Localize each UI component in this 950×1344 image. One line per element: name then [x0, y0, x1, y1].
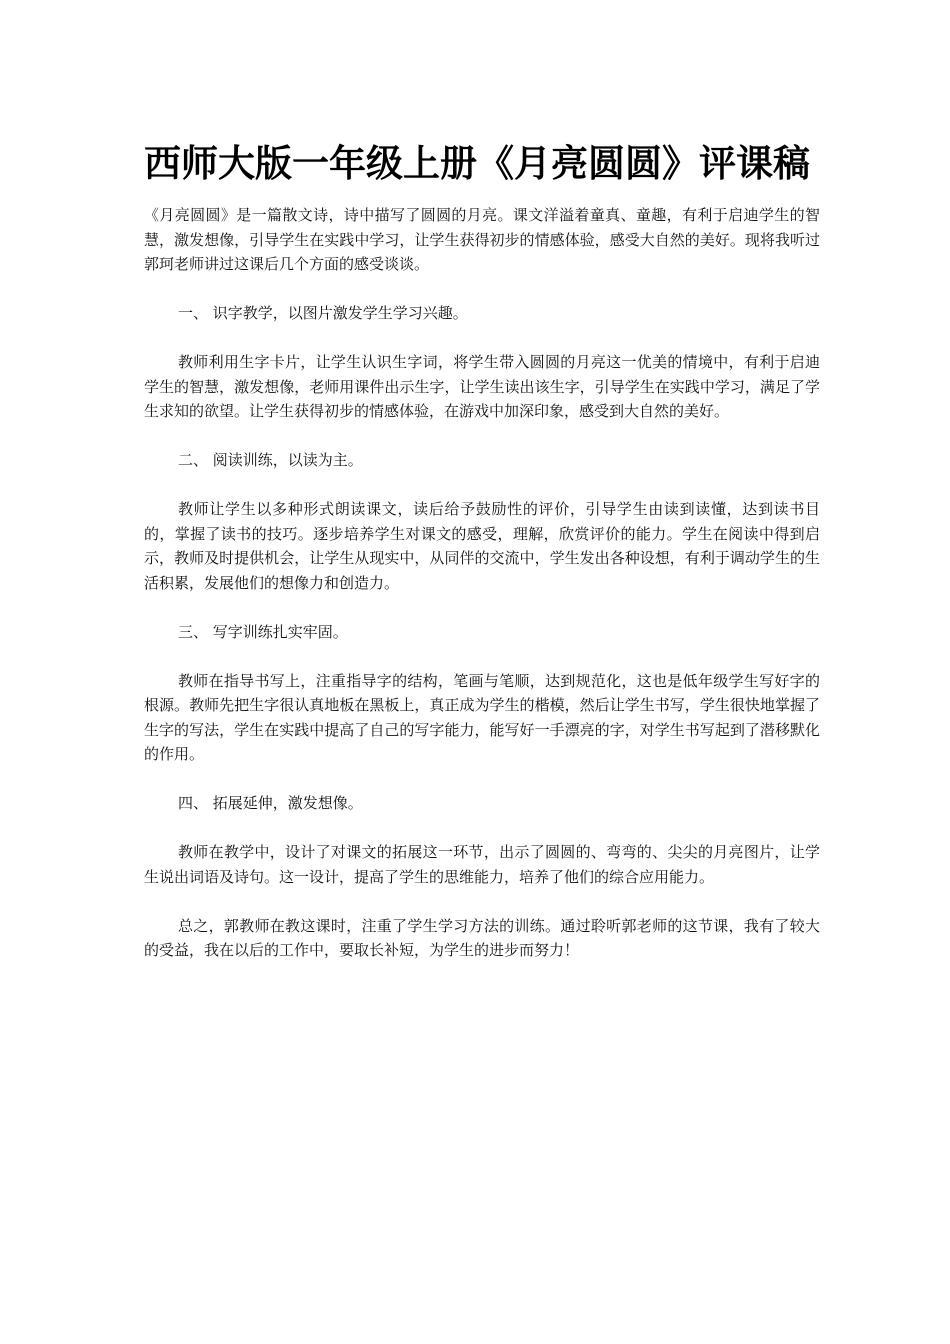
- section-body-3: 教师在指导书写上，注重指导字的结构，笔画与笔顺，达到规范化，这也是低年级学生写好字的根源。教师先把生字很认真地板在黑板上，真正成为学生的楷模，然后让学生书写，学生很快地掌握了生字的写法，学生在实践中提高了自己的写字能力，能写好一手漂亮的字，对学生书写起到了潜移默化的作用。: [144, 671, 820, 763]
- document-body: [144, 203, 820, 987]
- section-body-4: 教师在教学中，设计了对课文的拓展这一环节，出示了圆圆的、弯弯的、尖尖的月亮图片，让学生说出词语及诗句。这一设计，提高了学生的思维能力，培养了他们的综合应用能力。: [144, 843, 820, 886]
- document-title: 西师大版一年级上册《月亮圆圆》评课稿: [144, 142, 810, 185]
- section-body-2: 教师让学生以多种形式朗读课文，读后给予鼓励性的评价，引导学生由读到读懂，达到读书目的，掌握了读书的技巧。逐步培养学生对课文的感受，理解，欣赏评价的能力。学生在阅读中得到启示，教师及时提供机会，让学生从现实中，从同伴的交流中，学生发出各种设想，有利于调动学生的生活积累，发展他们的想像力和创造力。: [144, 500, 820, 592]
- section-heading-2: 二、 阅读训练，以读为主。: [178, 451, 363, 469]
- section-heading-4: 四、 拓展延伸，激发想像。: [178, 794, 363, 812]
- section-body-1: 教师利用生字卡片，让学生认识生字词，将学生带入圆圆的月亮这一优美的情境中，有利于启迪学生的智慧，激发想像，老师用课件出示生字，让学生读出该生字，引导学生在实践中学习，满足了学生求知的欲望。让学生获得初步的情感体验，在游戏中加深印象，感受到大自然的美好。: [144, 353, 820, 420]
- section-heading-1: 一、 识字教学，以图片激发学生学习兴趣。: [178, 304, 468, 322]
- conclusion-paragraph: 总之，郭教师在教这课时，注重了学生学习方法的训练。通过聆听郭老师的这节课，我有了较大的受益，我在以后的工作中，要取长补短，为学生的进步而努力！: [144, 916, 820, 959]
- section-heading-3: 三、 写字训练扎实牢固。: [178, 622, 348, 641]
- intro-paragraph: 《月亮圆圆》是一篇散文诗，诗中描写了圆圆的月亮。课文洋溢着童真、童趣，有利于启迪学生的智慧，激发想像，引导学生在实践中学习，让学生获得初步的情感体验，感受大自然的美好。现将我听过郭珂老师讲过这课后几个方面的感受谈谈。: [144, 206, 820, 273]
